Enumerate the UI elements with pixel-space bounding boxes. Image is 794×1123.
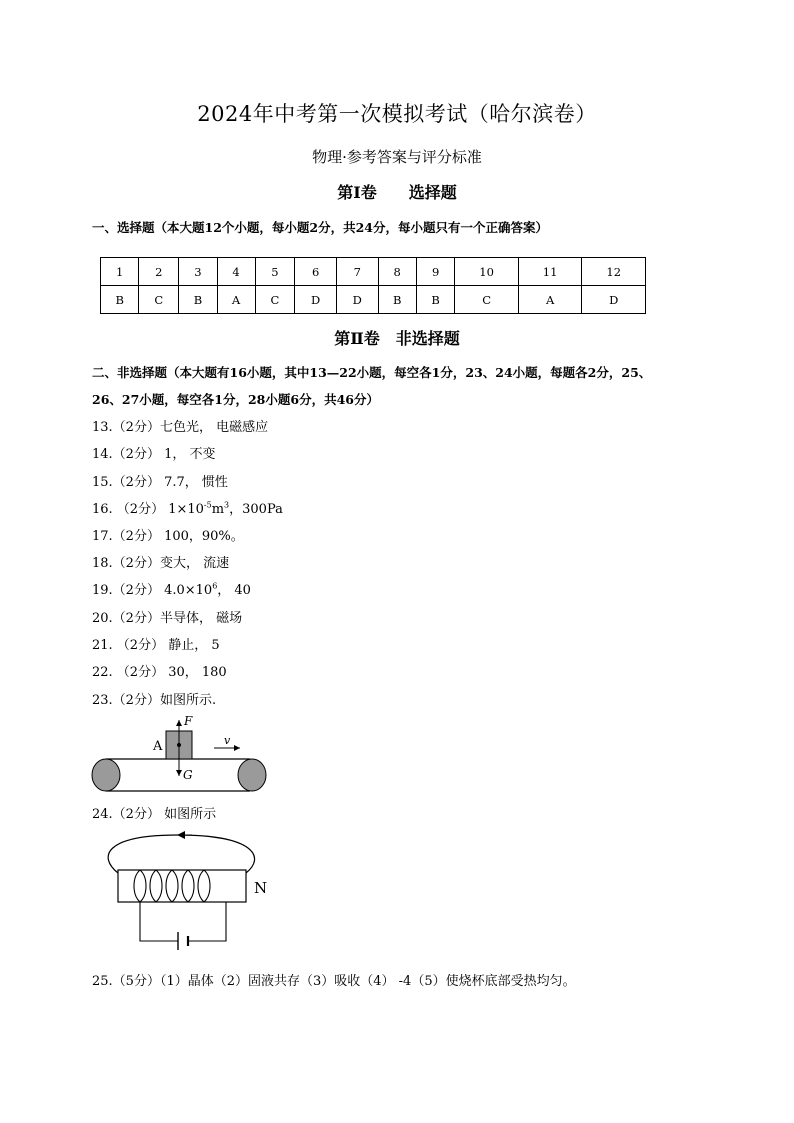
answer-16-exponent: -5: [203, 500, 212, 510]
question-number-cell: 8: [378, 258, 416, 286]
question-number-cell: 12: [582, 258, 646, 286]
answer-21: 21. （2分） 静止， 5: [92, 638, 220, 653]
answer-14: 14.（2分） 1， 不变: [92, 447, 216, 462]
question-number-cell: 3: [179, 258, 217, 286]
answer-22: 22. （2分） 30， 180: [92, 665, 227, 680]
question-number-cell: 9: [416, 258, 454, 286]
label-G: G: [183, 768, 193, 782]
part2-instruction-line1: 二、非选择题（本大题有16小题，其中13—22小题，每空各1分，23、24小题，每题各2分，25、: [92, 365, 652, 380]
answer-16-post: ，300Pa: [229, 502, 283, 517]
wire-left: [140, 902, 178, 941]
question-number-cell: 7: [336, 258, 378, 286]
answer-16: [92, 498, 283, 517]
roller-right: [238, 759, 266, 791]
answer-cell: A: [217, 286, 255, 314]
answer-18: 18.（2分）变大， 流速: [92, 556, 230, 571]
answer-cell: B: [416, 286, 454, 314]
answer-24: 24.（2分） 如图所示: [92, 807, 217, 822]
answer-cell: A: [518, 286, 582, 314]
question-number-cell: 6: [295, 258, 337, 286]
label-A: A: [153, 739, 163, 754]
answer-cell: C: [139, 286, 179, 314]
wire-right: [188, 902, 226, 941]
answer-table-number-row: [101, 258, 646, 286]
part2-instruction-line2: 26、27小题，每空各1分，28小题6分，共46分）: [92, 392, 379, 407]
answer-16-unit: m: [211, 502, 225, 517]
page-subtitle: 物理·参考答案与评分标准: [312, 148, 482, 166]
figure-23-conveyor: [88, 712, 278, 794]
answer-19-post: ， 40: [217, 583, 251, 598]
question-number-cell: 2: [139, 258, 179, 286]
answer-cell: B: [179, 286, 217, 314]
question-number-cell: 10: [455, 258, 519, 286]
answer-cell: C: [455, 286, 519, 314]
part1-instruction: 一、选择题（本大题12个小题，每小题2分，共24分，每小题只有一个正确答案）: [92, 220, 548, 235]
answer-20: 20.（2分）半导体， 磁场: [92, 611, 243, 626]
answer-19: [92, 579, 251, 598]
answer-19-pre: 19.（2分） 4.0×10: [92, 583, 213, 598]
answer-cell: B: [378, 286, 416, 314]
answer-cell: C: [255, 286, 295, 314]
label-v: v: [224, 734, 231, 747]
answer-cell: D: [295, 286, 337, 314]
answer-table: [100, 257, 646, 314]
label-N: N: [254, 879, 268, 897]
magnetic-field-line: [108, 835, 254, 873]
answer-23: 23.（2分）如图所示.: [92, 693, 217, 708]
answer-15: 15.（2分） 7.7， 惯性: [92, 475, 228, 490]
answer-17: 17.（2分） 100，90%。: [92, 529, 244, 544]
answer-cell: D: [336, 286, 378, 314]
answer-16-pre: 16. （2分） 1×10: [92, 502, 204, 517]
question-number-cell: 11: [518, 258, 582, 286]
section-heading-part1: 第Ⅰ卷 选择题: [337, 183, 457, 202]
roller-left: [92, 759, 120, 791]
answer-table-answer-row: [101, 286, 646, 314]
question-number-cell: 4: [217, 258, 255, 286]
section-heading-part2: 第Ⅱ卷 非选择题: [334, 329, 460, 348]
question-number-cell: 1: [101, 258, 139, 286]
label-F: F: [184, 714, 193, 728]
answer-13: 13.（2分）七色光， 电磁感应: [92, 420, 269, 435]
question-number-cell: 5: [255, 258, 295, 286]
answer-16-unit-exponent: 3: [224, 500, 230, 510]
page-title: 2024年中考第一次模拟考试（哈尔滨卷）: [197, 102, 597, 126]
answer-cell: B: [101, 286, 139, 314]
answer-25: 25.（5分）（1）晶体（2）固液共存（3）吸收（4） -4（5）使烧杯底部受热均匀。: [92, 974, 576, 989]
figure-24-solenoid: [96, 827, 276, 961]
answer-19-exponent: 6: [212, 581, 218, 591]
answer-cell: D: [582, 286, 646, 314]
